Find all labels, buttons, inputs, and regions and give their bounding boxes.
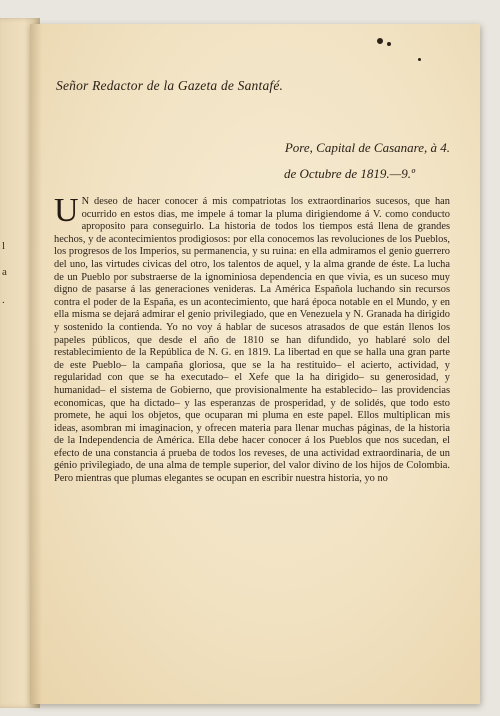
body-paragraph: N deseo de hacer conocer á mis compatriotas los extraordinarios sucesos, que han ocurrido en estos dias, me impele á tomar la pluma dirigiendome á V. como conducto aproposito para conseguirlo. La historia de todos los tiempos está llena de grandes hechos, y de acontecimientos prodigiosos: por ella conocemos las revoluciones de los Pueblos, los progresos de los Imperios, su permanencia, y su ruina: en ella admiramos el genio guerrero del uno, las virtudes civicas del otro, los talentos de aquel, y la alma grande de éste. La lucha de un Pueblo por substraerse de la ignominiosa dependencia en que vivia, es un suceso muy digno de pasarse á las generaciones venideras. La América Española luchando sin recursos contra el poder de la España, es un acontecimiento, que hará época notable en el Mundo, y en ella misma se dejará admirar el genio privilegiado, que en Venezuela y N. Granada ha dirigido y sostenido la contienda. Yo no voy á hablar de sucesos atrasados de que están llenos los papeles públicos, que desde el año de 1810 se han difundido, yo hablaré solo del restablecimiento de la República de N. G. en 1819. La libertad en que se halla una gran parte de este Pueblo– la campaña gloriosa, que se la ha restituido– el acierto, actividad, y regularidad con que se ha executado– el Xefe que la ha dirigido– su generosidad, y humanidad– el sistema de Gobierno, que provisionalmente ha establecido– las providencias economicas, que ha dictado– y las esperanzas de prosperidad, y de solidés, que todo esto promete, he aqui los objetos, que ocuparan mi pluma en este papel. Ellos multiplican mis ideas, asombran mi imaginacion, y ofrecen materia para llenar muchas páginas, de la historia de la Independencia de América. Ella debe hacer conocer á los Pueblos que nos sucedan, el efecto de una constancia á prueba de todos los reveses, de una actividad extraordinaria, de un génio privilegiado, de una alma de temple superior, del valor divino de los hijos de Colombia. Pero mientras que plumas elegantes se ocupan en escribir nuestra historia, yo no [54,196,450,485]
left-page-mark: a [2,266,7,278]
letter-heading: Señor Redactor de la Gazeta de Santafé. [56,78,284,93]
dateline-place: Pore, Capital de Casanare, à 4. [284,140,450,155]
left-page-mark: . [2,294,5,306]
ink-spot [418,58,421,61]
document-page [30,24,480,704]
ink-spot [377,38,383,44]
left-page-mark: l [2,240,6,252]
dateline-date: de Octubre de 1819.—9.º [284,166,415,181]
letter-body [54,192,450,486]
drop-cap: U [54,192,79,229]
ink-spot [387,42,391,46]
